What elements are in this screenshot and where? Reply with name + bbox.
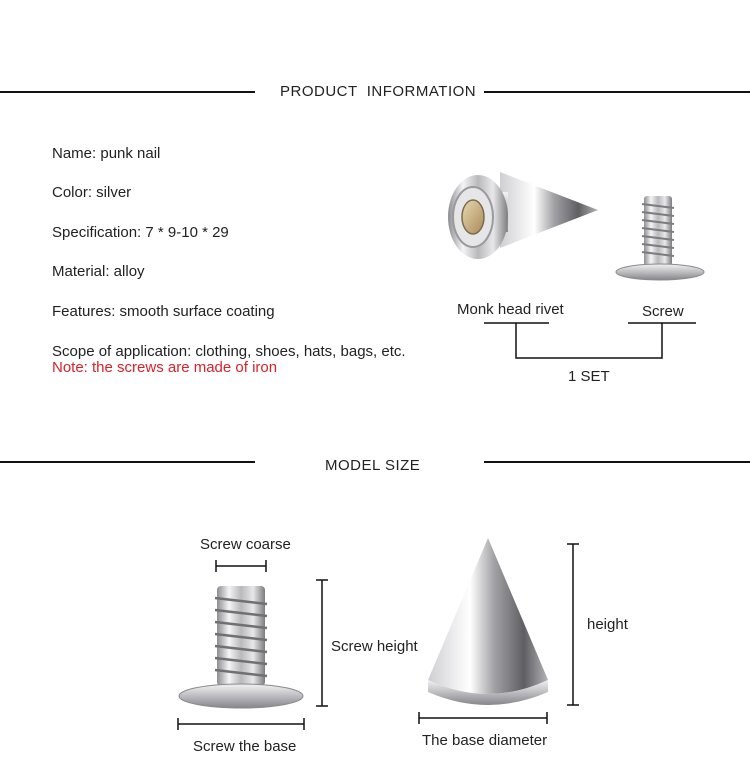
label-height: height (587, 616, 628, 633)
label-one-set: 1 SET (568, 368, 610, 385)
label-monk-head-rivet: Monk head rivet (457, 301, 564, 318)
label-screw-base: Screw the base (193, 738, 297, 755)
label-screw-height: Screw height (331, 638, 418, 655)
section-title-product-information: PRODUCT INFORMATION (280, 83, 477, 100)
spec-color: Color: silver (52, 184, 132, 201)
spec-features: Features: smooth surface coating (52, 303, 275, 320)
label-base-diameter: The base diameter (422, 732, 548, 749)
spec-scope: Scope of application: clothing, shoes, hats, bags, etc. (52, 343, 406, 360)
label-screw-coarse: Screw coarse (200, 536, 291, 553)
label-screw: Screw (642, 303, 684, 320)
spec-material: Material: alloy (52, 263, 145, 280)
section-title-model-size: MODEL SIZE (325, 457, 421, 474)
spec-name: Name: punk nail (52, 145, 161, 162)
iron-screw-note: Note: the screws are made of iron (52, 359, 278, 376)
spec-specification: Specification: 7 * 9-10 * 29 (52, 224, 229, 241)
